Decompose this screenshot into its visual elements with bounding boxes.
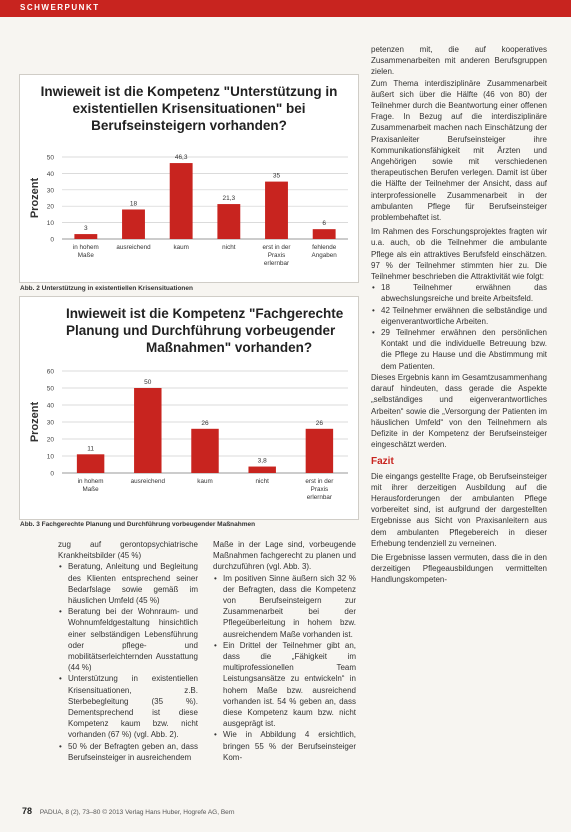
y-tick-label: 60 — [46, 368, 54, 376]
bar — [313, 229, 336, 239]
right-col-paragraph-3: Im Rahmen des Forschungsprojektes fragten wir u.a. auch, ob die Teilnehmer die ambulante Pflege als ein attraktives Berufsfeld einschätzen. 97 % der Teilnehmer stimmten hier zu. Die Teilnehmer beschrieben die Attraktivität wie folgt: — [371, 227, 547, 282]
data-label: 46,3 — [174, 154, 188, 162]
section-heading-fazit: Fazit — [371, 456, 394, 468]
list-item: • Ein Drittel der Teilnehmer gibt an, dass die „Fähigkeit im multiprofessionellen Team Leistungsansätze zu entwickeln“ in hohem Maße bzw. ausreichend vorhanden ist. 54 % geben an, dass diese Kompetenz kaum bzw. nicht ausgeprägt ist. — [223, 640, 356, 730]
chart-1-title-line-3: Berufseinsteigern vorhanden? — [91, 118, 287, 133]
chart-1-title-line-2: existentiellen Krisensituationen" bei — [72, 101, 306, 116]
bottom-column-1 — [58, 539, 198, 763]
bar — [122, 209, 145, 239]
x-tick-label: Maße — [77, 252, 94, 259]
x-tick-label: Maße — [82, 486, 99, 493]
data-label: 26 — [201, 419, 209, 427]
chart-2-caption: Abb. 3 Fachgerechte Planung und Durchführung vorbeugender Maßnahmen — [20, 521, 256, 528]
x-tick-label: fehlende — [312, 244, 337, 251]
right-col-paragraph-6: Die Ergebnisse lassen vermuten, dass die in den derzeitigen Pflegeausbildungen vermittelten Handlungskompeten- — [371, 552, 547, 585]
y-tick-label: 50 — [46, 154, 54, 162]
footer-citation: PADUA, 8 (2), 73–80 © 2013 Verlag Hans Huber, Hogrefe AG, Bern — [39, 809, 235, 816]
x-tick-label: Praxis — [267, 252, 286, 259]
x-tick-label: kaum — [197, 478, 213, 485]
bar — [77, 454, 104, 473]
x-tick-label: nicht — [222, 244, 236, 251]
bar — [191, 429, 218, 473]
x-tick-label: ausreichend — [130, 478, 165, 485]
x-tick-label: in hohem — [72, 244, 99, 251]
list-item: • Beratung bei der Wohnraum- und Wohnumfeldgestaltung hinsichtlich einer selbständigen Lebensführung oder pflege- und mobilitätserleichternden Ausstattung (44 %) — [68, 606, 198, 673]
data-label: 11 — [87, 445, 94, 453]
y-tick-label: 30 — [46, 419, 54, 427]
chart-1-plot — [20, 75, 358, 282]
x-tick-label: Angaben — [311, 252, 337, 259]
y-tick-label: 10 — [46, 453, 54, 461]
page-number: 78 — [22, 806, 33, 816]
right-col-paragraph-4: Dieses Ergebnis kann im Gesamtzusammenhang darauf hindeuten, dass gerade die Aspekte „selbständiges und eigenverantwortliches Arbeiten“ sowie die „Versorgung der Patienten im häuslichen Umfeld“ von den Teilnehmern als Defizite in der Kompetenz der Berufseinsteiger eingeschätzt werden. — [371, 372, 547, 450]
col-1-paragraph: zug auf gerontopsychiatrische Krankheitsbilder (45 %) — [58, 540, 198, 561]
bar — [134, 388, 161, 473]
right-column — [371, 44, 547, 586]
bottom-column-2 — [213, 539, 356, 763]
right-col-paragraph-2: Zum Thema interdisziplinäre Zusammenarbeit äußert sich über die Hälfte (46 von 80) der Teilnehmer durch die Beantwortung einer offenen Frage. In Bezug auf die interdisziplinäre Zusammenarbeit machen nach Einschätzung der Praxisanleiter Berufseinsteiger ihre Kommunikationsfähigkeit mit Ärzten und Angehörigen sowie mit verschiedenen therapeutischen Berufen verlegen. Damit ist über die Hälfte der Teilnehmer der Ansicht, dass auf interprofessionelle Zusammenarbeit in der ambulanten Pflege für Berufseinsteiger problembehaftet ist. — [371, 78, 547, 223]
bar — [248, 467, 275, 473]
y-tick-label: 20 — [46, 203, 54, 211]
data-label: 26 — [315, 419, 324, 427]
data-label: 3 — [84, 225, 88, 233]
y-tick-label: 40 — [46, 170, 54, 178]
y-axis-label: Prozent — [29, 401, 41, 443]
x-tick-label: kaum — [173, 244, 189, 251]
chart-2-title-line-2: Planung und Durchführung vorbeugender — [66, 323, 336, 338]
list-item: • 18 Teilnehmer erwähnen das abwechslungsreiche und breite Arbeitsfeld. — [381, 282, 547, 304]
bar — [217, 204, 240, 239]
list-item: • Wie in Abbildung 4 ersichtlich, bringen 55 % der Berufseinsteiger Kom- — [223, 729, 356, 763]
chart-1-frame — [19, 74, 359, 283]
y-tick-label: 0 — [50, 470, 54, 478]
bar — [170, 163, 193, 239]
data-label: 18 — [129, 200, 138, 208]
list-item: • Unterstützung in existentiellen Krisensituationen, z.B. Sterbebegleitung (35 %). Dementsprechend ist diese Kompetenz kaum bzw. nicht vorhanden (67 %) (vgl. Abb. 2). — [68, 673, 198, 740]
chart-2-plot — [20, 297, 358, 519]
right-col-bullet-list — [371, 282, 547, 372]
list-item: • 29 Teilnehmer erwähnen den persönlichen Kontakt und die individuelle Betreuung bzw. die Pflege zu Hause und die Abstimmung mit dem Patienten. — [381, 327, 547, 372]
x-tick-label: erst in der — [262, 244, 291, 251]
x-tick-label: nicht — [255, 478, 269, 485]
section-header-bar — [0, 0, 571, 17]
y-tick-label: 50 — [46, 385, 54, 393]
chart-2-title-line-1: Inwieweit ist die Kompetenz "Fachgerechte — [66, 306, 344, 321]
right-col-paragraph-1: petenzen mit, die auf kooperatives Zusammenarbeiten mit anderen Berufsgruppen zielen. — [371, 45, 547, 77]
data-label: 35 — [272, 172, 281, 180]
data-label: 21,3 — [222, 195, 236, 203]
y-tick-label: 10 — [46, 220, 54, 228]
bar — [306, 429, 333, 473]
list-item: • Im positiven Sinne äußern sich 32 % der Befragten, dass die Kompetenz von Berufseinsteigern zur Zusammenarbeit bei der Pflegeüberleitung in hohem bzw. ausreichendem Maße vorhanden ist. — [223, 573, 356, 640]
chart-2-title-line-3: Maßnahmen" vorhanden? — [146, 340, 313, 355]
x-tick-label: Praxis — [310, 486, 329, 493]
list-item: • 50 % der Befragten geben an, dass Berufseinsteiger in ausreichendem — [68, 741, 198, 763]
y-tick-label: 30 — [46, 187, 54, 195]
chart-1-caption: Abb. 2 Unterstützung in existentiellen Krisensituationen — [20, 285, 193, 292]
page-footer — [22, 806, 235, 816]
y-tick-label: 0 — [50, 236, 54, 244]
x-tick-label: erst in der — [305, 478, 334, 485]
right-col-paragraph-5: Die eingangs gestellte Frage, ob Berufseinsteiger mit ihrer derzeitigen Ausbildung auf die Herausforderungen der ambulanten Pflege vorbereitet sind, ist aufgrund der dargestellten Ergebnisse aus Sicht von Praxisanleitern aus dem ambulanten Pflegebereich in dieser Erhebung tendenziell zu verneinen. — [371, 471, 547, 548]
data-label: 6 — [322, 220, 326, 228]
bar — [265, 182, 288, 239]
y-axis-label: Prozent — [29, 177, 41, 219]
data-label: 3,8 — [257, 457, 267, 465]
chart-1-title-line-1: Inwieweit ist die Kompetenz "Unterstützung in — [40, 84, 338, 99]
list-item: • 42 Teilnehmer erwähnen die selbständige und eigenverantwortliche Arbeiten. — [381, 305, 547, 327]
y-tick-label: 40 — [46, 402, 54, 410]
x-tick-label: erlernbar — [306, 494, 333, 501]
x-tick-label: ausreichend — [116, 244, 151, 251]
y-tick-label: 20 — [46, 436, 54, 444]
bar — [74, 234, 97, 239]
col-2-paragraph: Maße in der Lage sind, vorbeugende Maßnahmen fachgerecht zu planen und durchzuführen (vgl. Abb. 3). — [213, 540, 356, 572]
x-tick-label: in hohem — [77, 478, 104, 485]
col-2-bullet-list — [213, 573, 356, 763]
chart-2-frame — [19, 296, 359, 520]
list-item: • Beratung, Anleitung und Begleitung des Klienten entsprechend seiner Bedarfslage sowie gemäß im häuslichen Umfeld (45 %) — [68, 561, 198, 606]
x-tick-label: erlernbar — [263, 260, 290, 267]
col-1-bullet-list — [58, 561, 198, 763]
section-label: SCHWERPUNKT — [20, 3, 100, 12]
data-label: 50 — [144, 379, 152, 386]
